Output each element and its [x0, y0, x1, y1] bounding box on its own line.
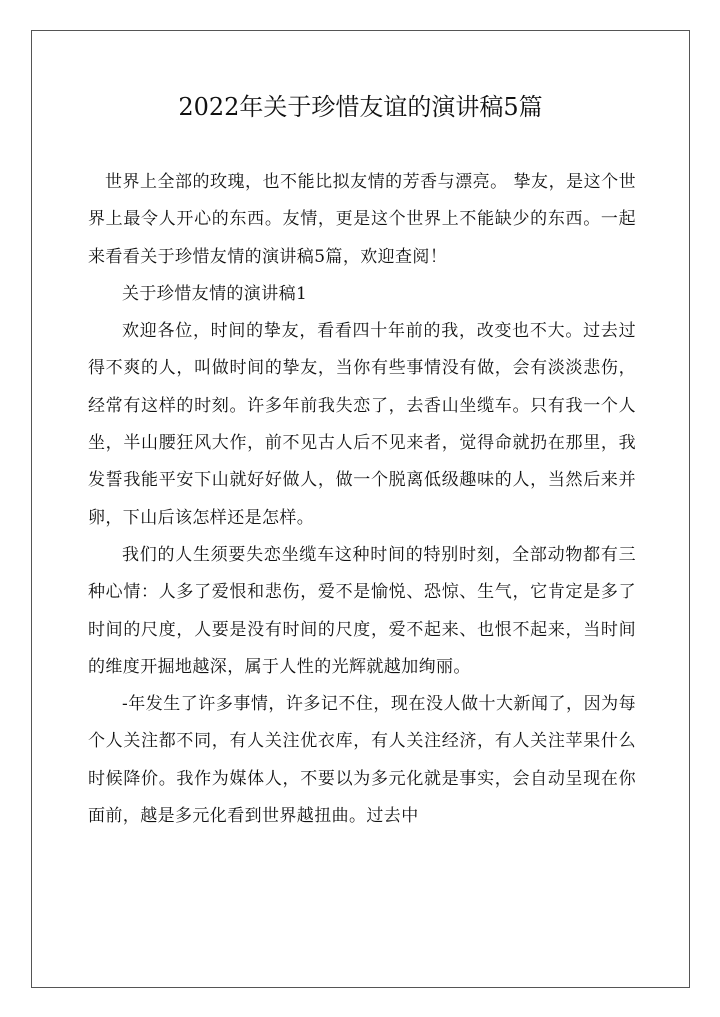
body-paragraph: 欢迎各位，时间的挚友，看看四十年前的我，改变也不大。过去过得不爽的人，叫做时间的挚友，当你有些事情没有做，会有淡淡悲伤，经常有这样的时刻。许多年前我失恋了，去香山坐缆车。只有我一个人坐，半山腰狂风大作，前不见古人后不见来者，觉得命就扔在那里，我发誓我能平安下山就好好做人，做一个脱离低级趣味的人，当然后来并卵，下山后该怎样还是怎样。: [88, 321, 636, 528]
intro-paragraph: 世界上全部的玫瑰，也不能比拟友情的芳香与漂亮。 挚友，是这个世界上最令人开心的东西。友情，更是这个世界上不能缺少的东西。一起来看看关于珍惜友情的演讲稿5篇，欢迎查阅！: [88, 172, 636, 267]
body-paragraph: -年发生了许多事情，许多记不住，现在没人做十大新闻了，因为每个人关注都不同，有人关注优衣库，有人关注经济，有人关注苹果什么时候降价。我作为媒体人，不要以为多元化就是事实，会自动呈现在你面前，越是多元化看到世界越扭曲。过去中: [88, 694, 636, 827]
section-heading: 关于珍惜友情的演讲稿1: [122, 283, 308, 304]
document-title: 2022年关于珍惜友谊的演讲稿5篇: [178, 93, 543, 121]
body-paragraph: 我们的人生须要失恋坐缆车这种时间的特别时刻，全部动物都有三种心情：人多了爱恨和悲伤，爱不是愉悦、恐惊、生气，它肯定是多了时间的尺度，人要是没有时间的尺度，爱不起来、也恨不起来，当时间的维度开掘地越深，属于人性的光辉就越加绚丽。: [88, 544, 636, 677]
document-body: [88, 164, 636, 835]
